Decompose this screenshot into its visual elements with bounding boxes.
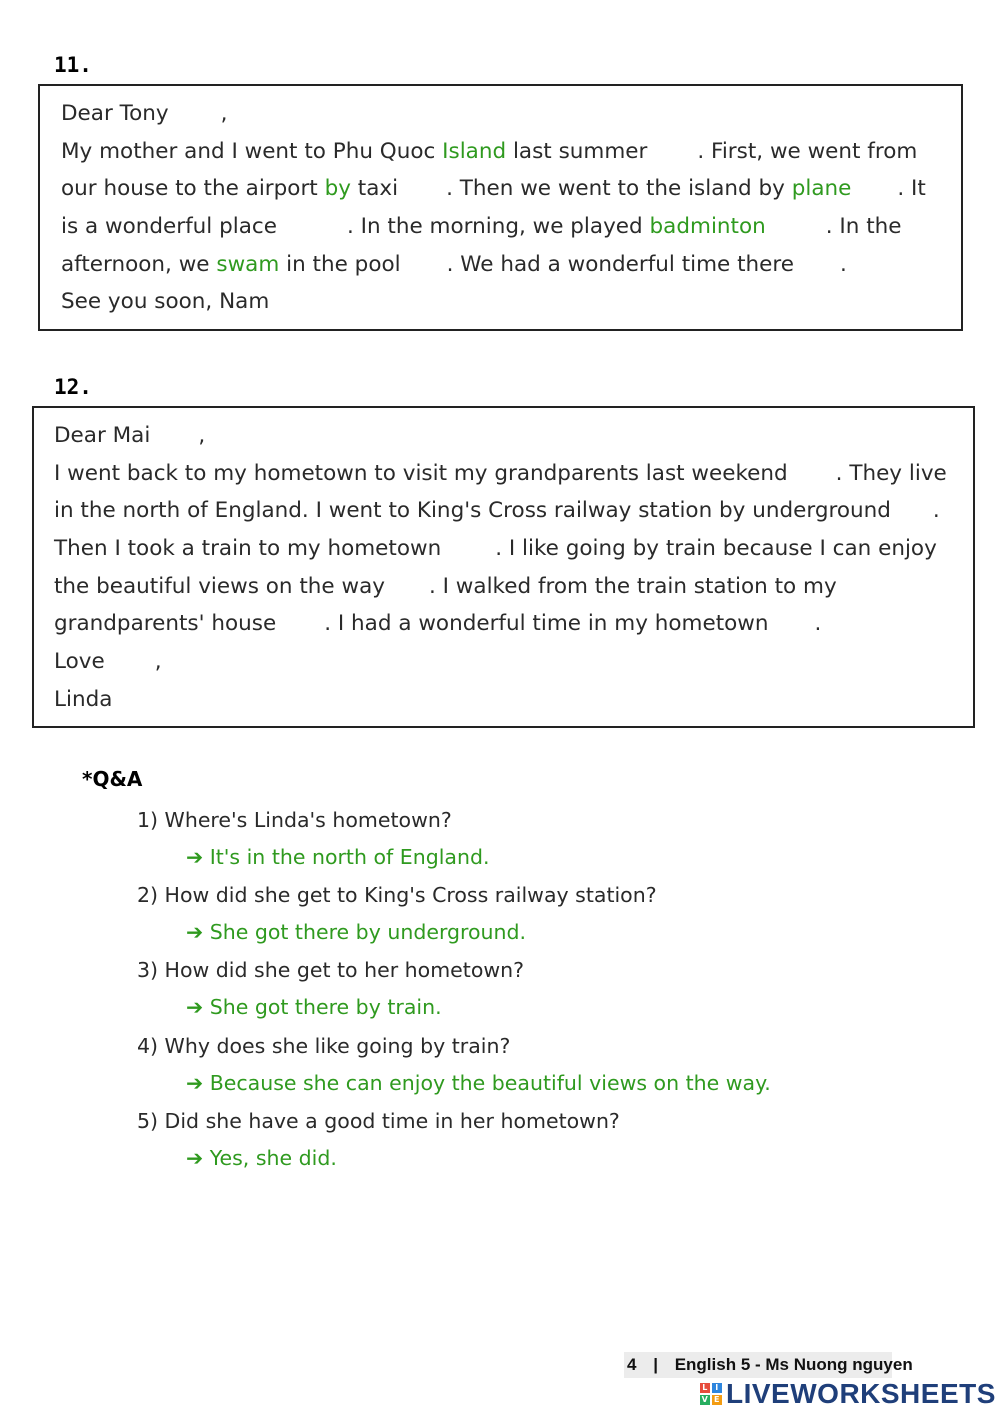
answer: ➔ She got there by underground.	[186, 920, 527, 944]
answer-word: swam	[216, 251, 280, 277]
answer-word: plane	[791, 176, 852, 202]
letter-text: .	[932, 498, 940, 524]
letter-text: . In the	[825, 214, 902, 240]
answer: ➔ She got there by train.	[186, 995, 442, 1019]
answer-word: Island	[442, 138, 507, 164]
letter-text: is a wonderful place	[61, 214, 277, 240]
letter-line	[54, 568, 964, 606]
letter-line	[61, 133, 950, 171]
letter-text: ,	[198, 423, 206, 448]
liveworksheets-logo	[700, 1378, 996, 1410]
footer-separator: |	[653, 1355, 658, 1374]
letter-text: . I like going by train because I can enjoy	[495, 536, 937, 562]
letter-text: Dear Tony	[61, 101, 169, 126]
letter-text: afternoon, we	[61, 251, 217, 277]
letter-text: taxi	[350, 176, 399, 202]
liveworksheets-icon	[700, 1383, 722, 1405]
answer: ➔ Yes, she did.	[186, 1146, 337, 1170]
letter-text: . We had a wonderful time there	[446, 251, 795, 277]
page-number: 4	[627, 1355, 637, 1374]
letter-line	[54, 681, 964, 719]
letter-text: . I walked from the train station to my	[428, 573, 837, 599]
letter-text: . Then we went to the island by	[446, 176, 792, 202]
question: 5) Did she have a good time in her hometown?	[137, 1109, 620, 1133]
letter-line	[61, 95, 950, 133]
logo-tile: L	[700, 1383, 710, 1393]
letter-text: . I had a wonderful time in my hometown	[324, 611, 769, 637]
question: 3) How did she get to her hometown?	[137, 958, 524, 982]
letter-line	[54, 643, 964, 681]
letter-text: .	[840, 251, 847, 277]
letter-line	[61, 170, 950, 208]
exercise-12-number: 12.	[54, 375, 92, 399]
exercise-11-letter-box	[38, 84, 963, 331]
letter-line	[61, 246, 950, 284]
question: 4) Why does she like going by train?	[137, 1034, 511, 1058]
letter-text: ,	[220, 101, 228, 126]
letter-text: our house to the airport	[61, 176, 325, 202]
letter-text: . They live	[835, 460, 947, 486]
question: 1) Where's Linda's hometown?	[137, 808, 452, 832]
logo-tile: E	[712, 1395, 722, 1405]
letter-text: . In the morning, we played	[346, 214, 650, 240]
logo-tile: V	[701, 1395, 709, 1404]
question: 2) How did she get to King's Cross railway station?	[137, 883, 657, 907]
answer: ➔ Because she can enjoy the beautiful views on the way.	[186, 1071, 771, 1095]
answer-word: by	[324, 176, 351, 202]
exercise-11-number: 11.	[54, 53, 92, 77]
page-footer	[624, 1352, 913, 1378]
letter-line	[54, 417, 964, 455]
letter-text: grandparents' house	[54, 611, 277, 637]
letter-text: My mother and I went to Phu Quoc	[61, 138, 443, 164]
letter-text: . First, we went from	[697, 138, 918, 164]
letter-text: in the pool	[279, 251, 401, 277]
letter-line	[61, 283, 950, 321]
letter-text: .	[814, 611, 822, 637]
letter-text: See you soon, Nam	[61, 289, 270, 315]
answer-word: badminton	[649, 214, 766, 240]
answer: ➔ It's in the north of England.	[186, 845, 490, 869]
letter-text: Dear Mai	[54, 423, 151, 448]
letter-text: in the north of England. I went to King's Cross railway station by underground	[54, 498, 891, 524]
letter-line	[61, 208, 950, 246]
letter-text: Linda	[54, 686, 113, 712]
letter-line	[54, 455, 964, 493]
letter-text: Love	[54, 649, 105, 675]
letter-text: I went back to my hometown to visit my grandparents last weekend	[54, 460, 788, 486]
letter-text: the beautiful views on the way	[54, 573, 385, 599]
letter-text: ,	[154, 649, 162, 675]
letter-line	[54, 492, 964, 530]
letter-line	[54, 530, 964, 568]
footer-text: English 5 - Ms Nuong nguyen	[674, 1355, 913, 1374]
letter-text: . It	[897, 176, 926, 202]
letter-text: Then I took a train to my hometown	[54, 536, 442, 562]
letter-text: last summer	[506, 138, 648, 164]
letter-line	[54, 605, 964, 643]
qa-title: *Q&A	[82, 767, 143, 791]
exercise-12-letter-box	[32, 406, 975, 728]
logo-tile: I	[712, 1383, 722, 1393]
brand-name: LIVEWORKSHEETS	[726, 1378, 996, 1409]
